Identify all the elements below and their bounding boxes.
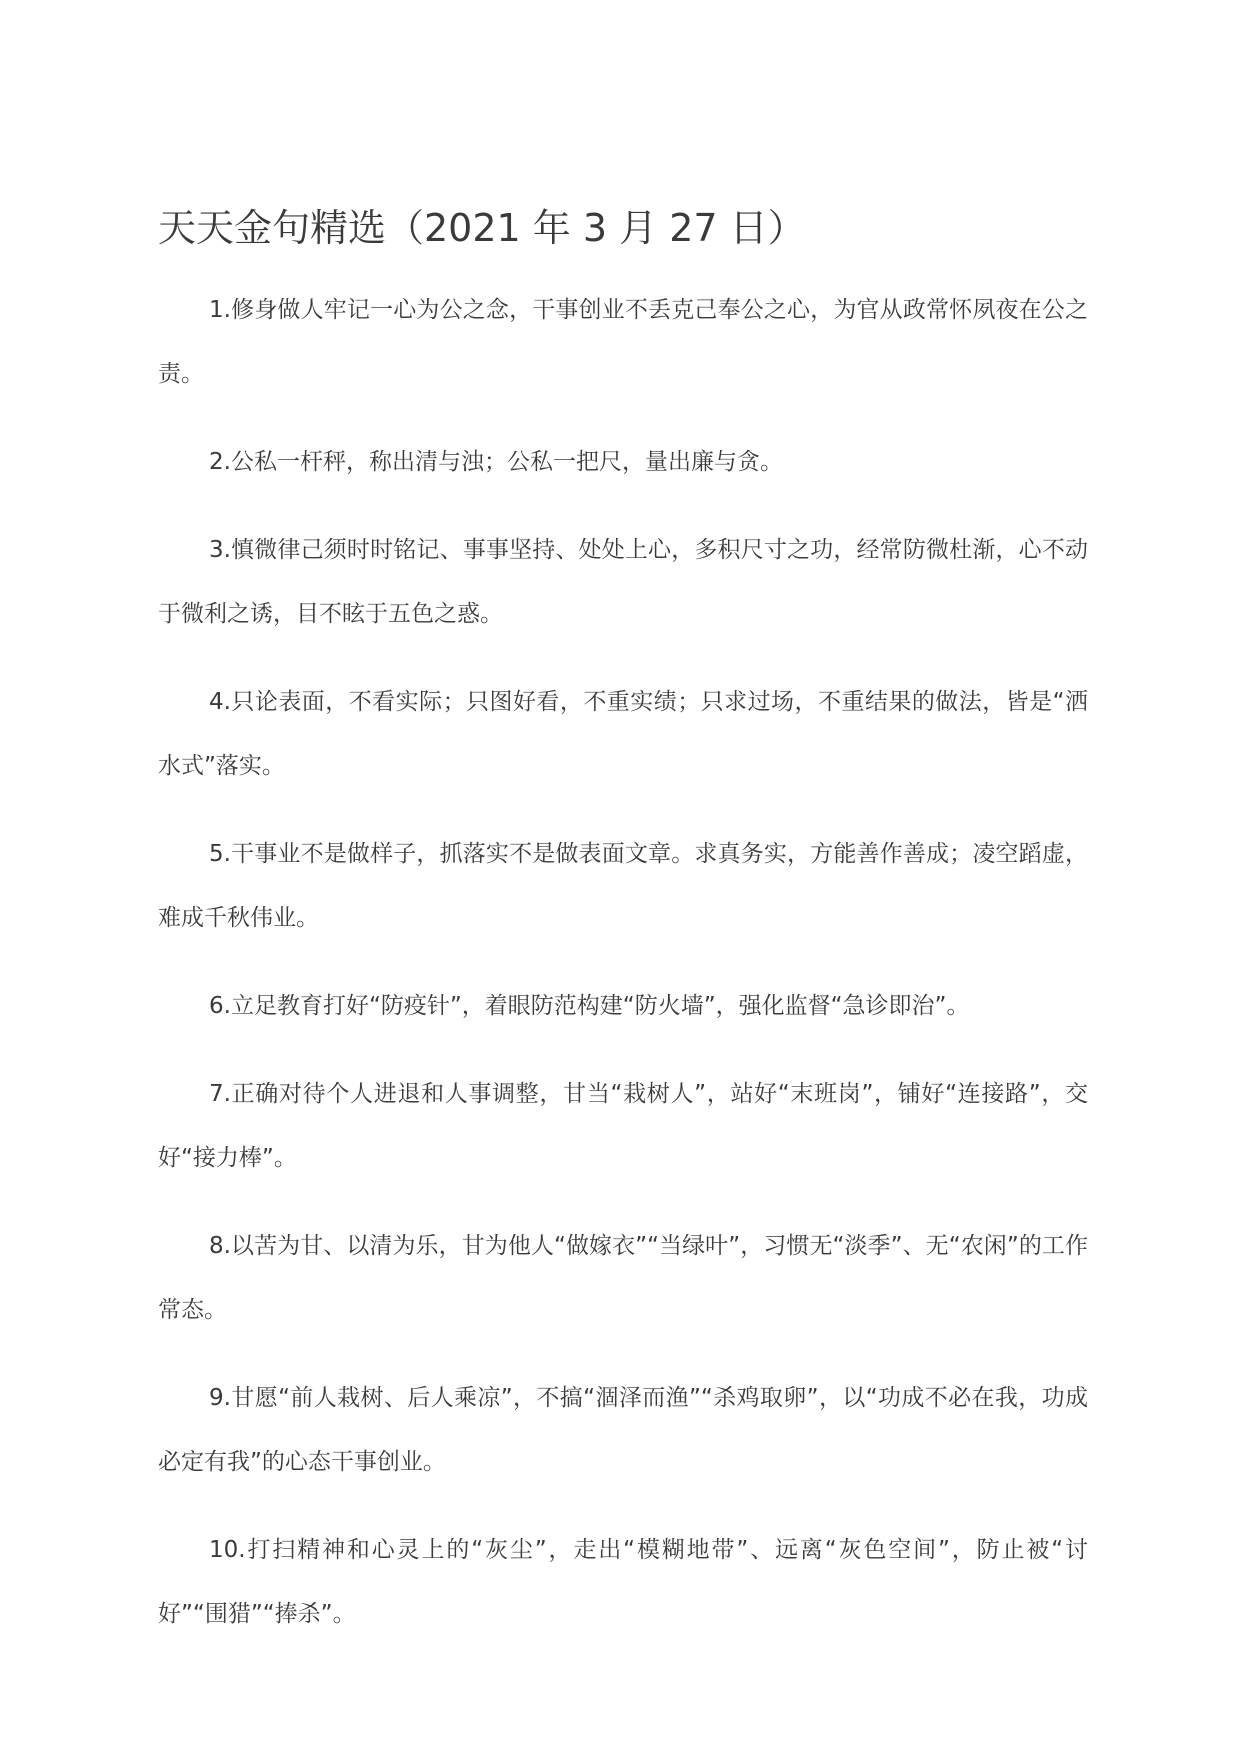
quote-item: 9.甘愿“前人栽树、后人乘凉”，不搞“涸泽而渔”“杀鸡取卵”，以“功成不必在我，功成必定有我”的心态干事创业。	[158, 1385, 1088, 1475]
document-title: 天天金句精选（2021 年 3 月 27 日）	[158, 206, 806, 250]
quote-list	[158, 278, 1088, 1670]
quote-item: 10.打扫精神和心灵上的“灰尘”，走出“模糊地带”、远离“灰色空间”，防止被“讨好”“围猎”“捧杀”。	[158, 1537, 1088, 1627]
quote-item: 3.慎微律己须时时铭记、事事坚持、处处上心，多积尺寸之功，经常防微杜渐，心不动于微利之诱，目不眩于五色之惑。	[158, 537, 1088, 627]
quote-item: 8.以苦为甘、以清为乐，甘为他人“做嫁衣”“当绿叶”，习惯无“淡季”、无“农闲”的工作常态。	[158, 1233, 1088, 1323]
quote-item: 5.干事业不是做样子，抓落实不是做表面文章。求真务实，方能善作善成；凌空蹈虚，难成千秋伟业。	[158, 841, 1088, 931]
quote-item: 6.立足教育打好“防疫针”，着眼防范构建“防火墙”，强化监督“急诊即治”。	[209, 993, 970, 1019]
quote-item: 2.公私一杆秤，称出清与浊；公私一把尺，量出廉与贪。	[209, 449, 783, 475]
quote-item: 4.只论表面，不看实际；只图好看，不重实绩；只求过场，不重结果的做法，皆是“洒水式”落实。	[158, 689, 1088, 779]
quote-item: 7.正确对待个人进退和人事调整，甘当“栽树人”，站好“末班岗”，铺好“连接路”，交好“接力棒”。	[158, 1081, 1088, 1171]
quote-item: 1.修身做人牢记一心为公之念，干事创业不丢克己奉公之心，为官从政常怀夙夜在公之责。	[158, 297, 1088, 387]
